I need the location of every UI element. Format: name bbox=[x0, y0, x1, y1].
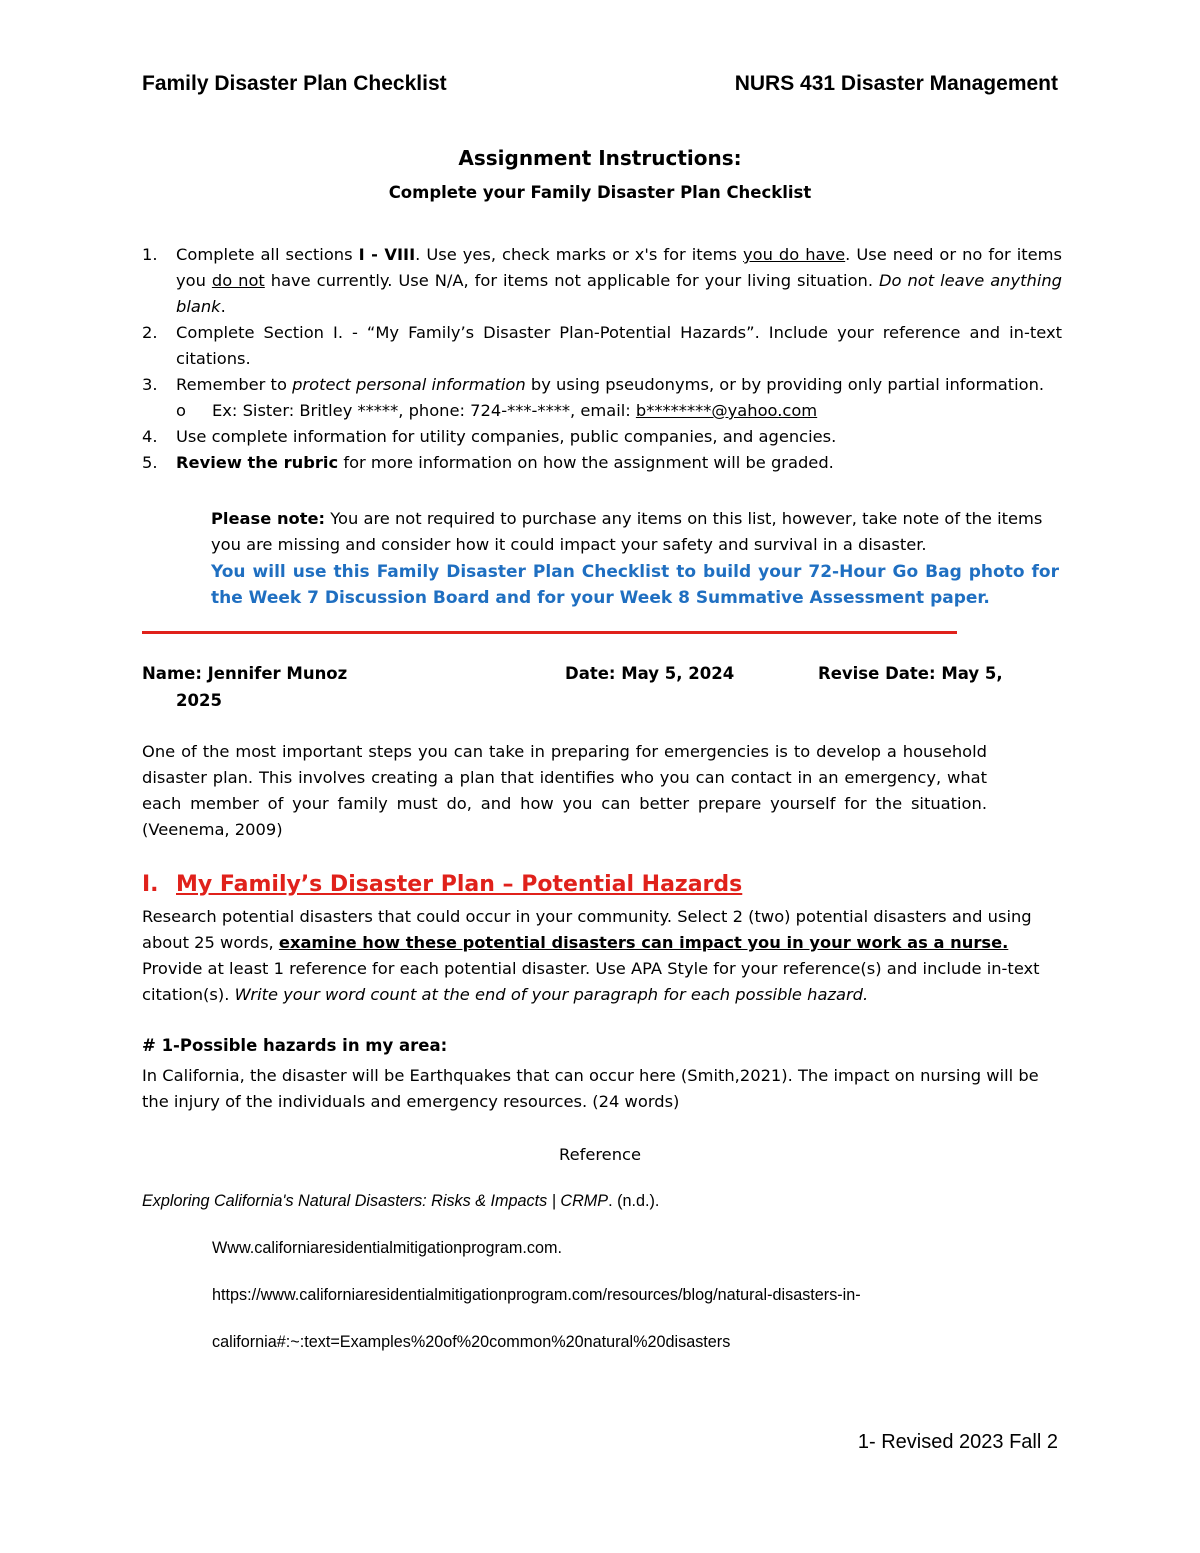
list-item: 2. Complete Section I. - “My Family’s Disaster Plan-Potential Hazards”. Include your reference and in-text citations. bbox=[142, 323, 1062, 368]
list-item: 3. Remember to protect personal information by using pseudonyms, or by providing only partial information. bbox=[142, 375, 1045, 394]
instructions-list bbox=[142, 242, 1062, 476]
name-field: Name: Jennifer Munoz bbox=[142, 664, 348, 683]
list-item: 4. Use complete information for utility companies, public companies, and agencies. bbox=[142, 427, 837, 446]
email-link[interactable]: b********@yahoo.com bbox=[635, 401, 818, 420]
section-roman: I. bbox=[142, 872, 159, 897]
instructions-title: Assignment Instructions: bbox=[458, 146, 742, 170]
reference-url-line2[interactable]: california#:~:text=Examples%20of%20common%20natural%20disasters bbox=[212, 1333, 731, 1351]
date-field: Date: May 5, 2024 bbox=[565, 664, 735, 683]
list-item: 5. Review the rubric for more information on how the assignment will be graded. bbox=[142, 453, 834, 472]
section-heading: My Family’s Disaster Plan – Potential Hazards bbox=[176, 872, 743, 897]
page-footer: 1- Revised 2023 Fall 2 bbox=[857, 1431, 1058, 1453]
list-item: 1. Complete all sections I - VIII. Use yes, check marks or x's for items you do have. Use need or no for items you do not have currently. Use N/A, for items not applicable for your living situation. Do not leave anything blank. bbox=[142, 245, 1063, 316]
section-instructions: Research potential disasters that could occur in your community. Select 2 (two) potential disasters and using about 25 words, examine how these potential disasters can impact you in your work as a nurse. Provide at least 1 reference for each potential disaster. Use APA Style for your reference(s) and include in-text citation(s). Write your word count at the end of your paragraph for each possible hazard. bbox=[142, 907, 1040, 1004]
note-paragraph: Please note: You are not required to purchase any items on this list, however, take note of the items you are missing and consider how it could impact your safety and survival in a disaster. bbox=[211, 509, 1043, 554]
revise-date-year: 2025 bbox=[176, 691, 222, 710]
sub-list-item: o Ex: Sister: Britley *****, phone: 724-***-****, email: b********@yahoo.com bbox=[176, 401, 818, 420]
reference-entry: Exploring California's Natural Disasters: Risks & Impacts | CRMP. (n.d.). bbox=[142, 1192, 660, 1210]
instructions-subtitle: Complete your Family Disaster Plan Checklist bbox=[388, 183, 812, 202]
revise-date-field: Revise Date: May 5, bbox=[818, 664, 1003, 683]
header-right: NURS 431 Disaster Management bbox=[734, 72, 1058, 95]
red-divider bbox=[142, 631, 957, 634]
reference-site: Www.californiaresidentialmitigationprogram.com. bbox=[212, 1239, 562, 1257]
reference-label: Reference bbox=[559, 1145, 641, 1164]
go-bag-instructions: You will use this Family Disaster Plan Checklist to build your 72-Hour Go Bag photo for the Week 7 Discussion Board and for your Week 8 Summative Assessment paper. bbox=[211, 562, 1059, 608]
hazard-heading: # 1-Possible hazards in my area: bbox=[142, 1036, 448, 1055]
header-left: Family Disaster Plan Checklist bbox=[142, 72, 447, 95]
intro-paragraph: One of the most important steps you can take in preparing for emergencies is to develop a household disaster plan. This involves creating a plan that identifies who you can contact in an emergency, what each member of your family must do, and how you can better prepare yourself for the situation. (Veenema, 2009) bbox=[142, 742, 987, 839]
hazard-text: In California, the disaster will be Earthquakes that can occur here (Smith,2021). The impact on nursing will be the injury of the individuals and emergency resources. (24 words) bbox=[142, 1066, 1039, 1111]
reference-url-line1[interactable]: https://www.californiaresidentialmitigationprogram.com/resources/blog/natural-disasters-in- bbox=[212, 1286, 861, 1304]
